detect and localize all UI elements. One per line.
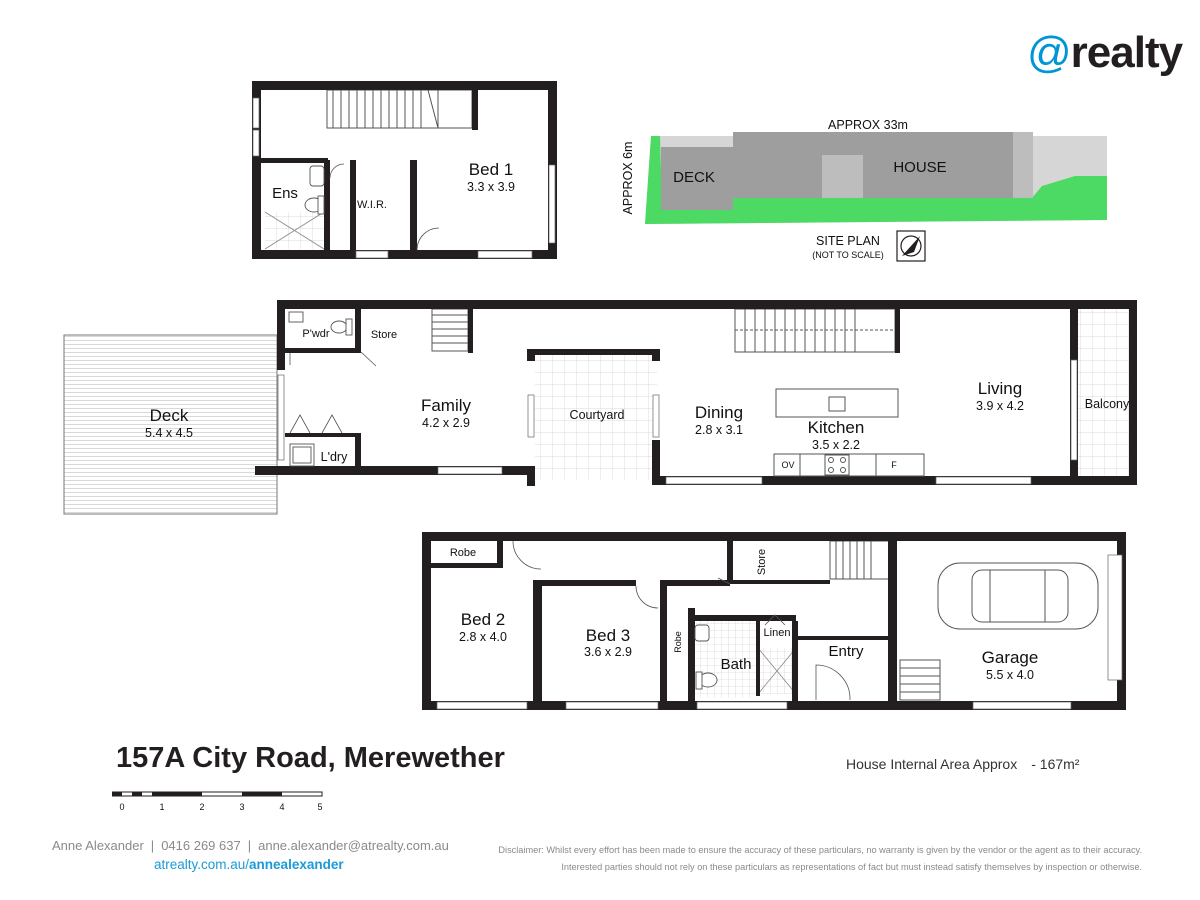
kitchen-island: [776, 389, 898, 417]
scale-tick: 5: [317, 802, 323, 812]
scale-bar: [112, 790, 332, 818]
agent-email[interactable]: anne.alexander@atrealty.com.au: [258, 838, 449, 853]
upper-floor-plan: [252, 81, 557, 259]
bed2-dims: 2.8 x 4.0: [459, 630, 507, 644]
disclaimer: [442, 842, 1142, 876]
store-label: Store: [370, 329, 398, 341]
scale-tick: 0: [119, 802, 125, 812]
ground-store-label: Store: [756, 548, 768, 576]
site-width-label: APPROX 6m: [621, 141, 635, 215]
laundry-label: L'dry: [320, 450, 348, 464]
site-plan-subtitle: (NOT TO SCALE): [812, 250, 884, 260]
site-plan: [621, 118, 1107, 261]
garage-dims: 5.5 x 4.0: [986, 668, 1034, 682]
bed1-dims: 3.3 x 3.9: [467, 180, 515, 194]
middle-stairs-left: [432, 309, 468, 351]
site-house-label: HOUSE: [893, 159, 947, 176]
pwdr-label: P'wdr: [302, 328, 330, 340]
scale-tick: 4: [279, 802, 285, 812]
wir-label: W.I.R.: [357, 199, 387, 211]
deck-label: Deck: [149, 406, 189, 425]
scale-tick: 2: [199, 802, 205, 812]
car-icon: [938, 563, 1098, 629]
internal-area-value: - 167m²: [1031, 756, 1080, 772]
dining-label: Dining: [694, 403, 744, 422]
kitchen-bench: [774, 454, 924, 476]
ensuite-fixtures: [305, 166, 324, 214]
agent-web-link[interactable]: atrealty.com.au/annealexander: [154, 857, 344, 872]
garage-label: Garage: [981, 648, 1039, 667]
robe2-label: Robe: [673, 631, 683, 653]
middle-floor-plan: [64, 300, 1137, 514]
middle-windows: [278, 360, 1077, 484]
living-dims: 3.9 x 4.2: [976, 399, 1024, 413]
scale-tick: 3: [239, 802, 245, 812]
bed3-label: Bed 3: [585, 626, 631, 645]
courtyard-label: Courtyard: [569, 408, 625, 422]
scale-tick: 1: [159, 802, 165, 812]
ground-floor-plan: [422, 532, 1126, 710]
upper-stairs: [327, 90, 472, 128]
family-dims: 4.2 x 2.9: [422, 416, 470, 430]
garage-steps: [900, 660, 940, 700]
living-label: Living: [977, 379, 1023, 398]
site-plan-title: SITE PLAN: [816, 234, 880, 248]
site-length-label: APPROX 33m: [828, 118, 908, 132]
kitchen-dims: 3.5 x 2.2: [812, 438, 860, 452]
disclaimer-line: Disclaimer: Whilst every effort has been made to ensure the accuracy of these particulars, no warranty is given by the vendor or the agent as to their accuracy.: [498, 845, 1142, 855]
linen-label: Linen: [763, 627, 791, 639]
bath-label: Bath: [720, 656, 752, 673]
disclaimer-line: Interested parties should not rely on these particulars as representations of fact but must instead satisfy themselves by inspection or otherwise.: [561, 862, 1142, 872]
site-deck-label: DECK: [673, 169, 715, 186]
site-house-block: [733, 132, 1033, 198]
middle-door-swings: [290, 352, 376, 433]
bed2-label: Bed 2: [460, 610, 506, 629]
bed3-dims: 3.6 x 2.9: [584, 645, 632, 659]
agent-phone[interactable]: 0416 269 637: [161, 838, 241, 853]
kitchen-label: Kitchen: [807, 418, 865, 437]
oven-label: OV: [781, 460, 795, 470]
deck-dims: 5.4 x 4.5: [145, 426, 193, 440]
internal-area-label: House Internal Area Approx: [846, 756, 1018, 772]
balcony-tiles: [1077, 309, 1136, 476]
middle-stairs-right: [735, 309, 895, 352]
ground-door-swings: [513, 541, 850, 700]
property-address: 157A City Road, Merewether: [116, 742, 505, 774]
bed1-label: Bed 1: [468, 160, 514, 179]
laundry-tub: [290, 444, 314, 466]
dining-dims: 2.8 x 3.1: [695, 423, 743, 437]
robe1-label: Robe: [449, 547, 477, 559]
internal-area: [846, 756, 1079, 772]
balcony-label: Balcony: [1084, 397, 1130, 411]
agent-contact: Anne Alexander | 0416 269 637 | anne.alexander@atrealty.com.au: [52, 838, 449, 853]
ground-stairs: [830, 541, 892, 579]
agent-name: Anne Alexander: [52, 838, 144, 853]
entry-label: Entry: [828, 643, 864, 660]
family-label: Family: [420, 396, 472, 415]
north-arrow-icon: [897, 231, 925, 261]
fridge-label: F: [891, 460, 897, 470]
brand-logo: @realty: [1027, 28, 1183, 77]
ens-label: Ens: [272, 185, 298, 202]
